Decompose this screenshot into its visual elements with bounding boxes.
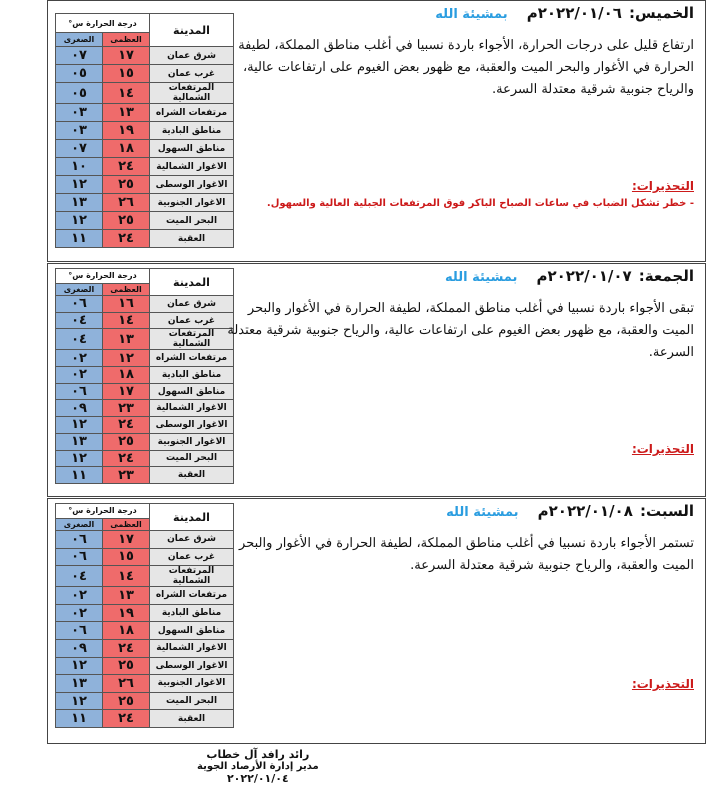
min-temp-cell: ٠٥ xyxy=(56,83,103,104)
min-temp-cell: ١٠ xyxy=(56,158,103,176)
city-cell: الاغوار الجنوبية xyxy=(150,433,234,450)
min-temp-cell: ١٢ xyxy=(56,657,103,675)
max-temp-cell: ١٨ xyxy=(103,367,150,384)
max-temp-cell: ١٢ xyxy=(103,350,150,367)
temperature-table xyxy=(55,503,234,728)
city-cell: العقبة xyxy=(150,467,234,484)
max-temp-cell: ١٧ xyxy=(103,531,150,549)
max-temp-cell: ١٦ xyxy=(103,296,150,313)
signature-date: ٢٠٢٢/٠١/٠٤ xyxy=(226,772,289,785)
table-row xyxy=(56,587,234,605)
day-forecast-friday xyxy=(47,263,706,497)
table-row xyxy=(56,433,234,450)
forecast-text-area xyxy=(216,499,700,745)
min-temp-cell: ١١ xyxy=(56,467,103,484)
bless-phrase: بمشيئة الله xyxy=(445,270,518,285)
city-cell: الاغوار الشمالية xyxy=(150,158,234,176)
forecast-text-area xyxy=(216,1,700,263)
min-temp-cell: ٠٩ xyxy=(56,639,103,657)
city-cell: غرب عمان xyxy=(150,65,234,83)
table-row xyxy=(56,710,234,728)
city-cell: المرتفعات الشمالية xyxy=(150,566,234,587)
city-cell: مناطق السهول xyxy=(150,622,234,640)
min-temp-cell: ٠٤ xyxy=(56,566,103,587)
table-row xyxy=(56,400,234,417)
table-row xyxy=(56,104,234,122)
min-temp-cell: ٠٢ xyxy=(56,604,103,622)
city-cell: الاغوار الوسطى xyxy=(150,176,234,194)
min-temp-cell: ٠٤ xyxy=(56,312,103,329)
min-temp-cell: ١٣ xyxy=(56,433,103,450)
table-row xyxy=(56,604,234,622)
day-name: السبت: xyxy=(639,502,694,520)
city-header: المدينة xyxy=(150,269,234,296)
forecast-description: ارتفاع قليل على درجات الحرارة، الأجواء باردة نسبيا في أغلب مناطق المملكة، لطيفة الحرارة في الأغوار والبحر الميت والعقبة، مع ظهور بعض الغيوم على ارتفاعات عالية، والرياح جنوبية شرقية معتدلة السرعة. xyxy=(238,38,694,97)
min-temp-cell: ٠٦ xyxy=(56,383,103,400)
table-row xyxy=(56,531,234,549)
city-cell: الاغوار الوسطى xyxy=(150,657,234,675)
max-temp-cell: ٢٤ xyxy=(103,450,150,467)
max-header: العظمى xyxy=(103,518,150,530)
forecast-heading xyxy=(435,3,694,22)
min-temp-cell: ٠٣ xyxy=(56,104,103,122)
table-row xyxy=(56,450,234,467)
city-cell: شرق عمان xyxy=(150,531,234,549)
city-cell: العقبة xyxy=(150,230,234,248)
temperature-header: درجة الحرارة س° xyxy=(56,504,150,519)
min-temp-cell: ٠٩ xyxy=(56,400,103,417)
min-temp-cell: ١٢ xyxy=(56,417,103,434)
city-cell: الاغوار الوسطى xyxy=(150,417,234,434)
warnings-label: التحذيرات: xyxy=(631,442,694,456)
table-row xyxy=(56,194,234,212)
min-temp-cell: ١١ xyxy=(56,710,103,728)
max-temp-cell: ٢٣ xyxy=(103,400,150,417)
min-temp-cell: ٠٢ xyxy=(56,350,103,367)
city-cell: غرب عمان xyxy=(150,312,234,329)
min-temp-cell: ٠٥ xyxy=(56,65,103,83)
bless-phrase: بمشيئة الله xyxy=(435,7,508,22)
city-cell: مناطق البادية xyxy=(150,367,234,384)
signatory-name: رائد رافد آل خطاب xyxy=(206,748,310,761)
table-row xyxy=(56,158,234,176)
min-temp-cell: ٠٧ xyxy=(56,47,103,65)
city-cell: مرتفعات الشراه xyxy=(150,587,234,605)
city-cell: الاغوار الجنوبية xyxy=(150,675,234,693)
min-temp-cell: ٠٦ xyxy=(56,622,103,640)
table-row xyxy=(56,312,234,329)
city-cell: البحر الميت xyxy=(150,212,234,230)
table-row xyxy=(56,212,234,230)
table-row xyxy=(56,383,234,400)
table-row xyxy=(56,566,234,587)
warning-text: - خطر تشكل الضباب في ساعات الصباح الباكر فوق المرتفعات الجبلية العالية والسهول. xyxy=(266,198,694,209)
table-row xyxy=(56,47,234,65)
bless-phrase: بمشيئة الله xyxy=(446,505,519,520)
max-temp-cell: ١٣ xyxy=(103,329,150,350)
city-cell: شرق عمان xyxy=(150,47,234,65)
max-temp-cell: ١٤ xyxy=(103,312,150,329)
signature-block xyxy=(197,748,319,785)
city-cell: شرق عمان xyxy=(150,296,234,313)
min-temp-cell: ١٢ xyxy=(56,176,103,194)
max-temp-cell: ٢٥ xyxy=(103,657,150,675)
city-cell: مناطق البادية xyxy=(150,604,234,622)
table-row xyxy=(56,692,234,710)
table-row xyxy=(56,675,234,693)
city-cell: البحر الميت xyxy=(150,692,234,710)
forecast-description: تستمر الأجواء باردة نسبيا في أغلب مناطق المملكة، لطيفة الحرارة في الأغوار والبحر الميت والعقبة، والرياح جنوبية شرقية معتدلة السرعة. xyxy=(239,536,694,573)
city-header: المدينة xyxy=(150,504,234,531)
city-cell: غرب عمان xyxy=(150,548,234,566)
max-temp-cell: ٢٤ xyxy=(103,710,150,728)
day-name: الجمعة: xyxy=(638,267,694,285)
city-cell: الاغوار الشمالية xyxy=(150,400,234,417)
min-temp-cell: ٠٧ xyxy=(56,140,103,158)
temperature-table xyxy=(55,268,234,484)
table-row xyxy=(56,467,234,484)
max-temp-cell: ١٤ xyxy=(103,83,150,104)
max-temp-cell: ٢٤ xyxy=(103,639,150,657)
min-temp-cell: ٠٦ xyxy=(56,296,103,313)
city-cell: مناطق السهول xyxy=(150,383,234,400)
max-temp-cell: ١٧ xyxy=(103,47,150,65)
min-temp-cell: ٠٢ xyxy=(56,367,103,384)
table-row xyxy=(56,329,234,350)
temperature-header: درجة الحرارة س° xyxy=(56,269,150,284)
min-temp-cell: ٠٣ xyxy=(56,122,103,140)
table-row xyxy=(56,657,234,675)
max-temp-cell: ٢٦ xyxy=(103,675,150,693)
city-cell: البحر الميت xyxy=(150,450,234,467)
max-temp-cell: ١٥ xyxy=(103,548,150,566)
max-temp-cell: ٢٥ xyxy=(103,433,150,450)
city-cell: مرتفعات الشراه xyxy=(150,350,234,367)
min-temp-cell: ١١ xyxy=(56,230,103,248)
min-temp-cell: ١٢ xyxy=(56,212,103,230)
day-name: الخميس: xyxy=(629,4,694,22)
max-temp-cell: ١٣ xyxy=(103,104,150,122)
city-cell: المرتفعات الشمالية xyxy=(150,83,234,104)
warnings-label: التحذيرات: xyxy=(631,179,694,193)
city-cell: الاغوار الشمالية xyxy=(150,639,234,657)
table-row xyxy=(56,176,234,194)
city-cell: العقبة xyxy=(150,710,234,728)
table-row xyxy=(56,230,234,248)
forecast-sheet xyxy=(47,0,707,800)
signatory-title: مدير إدارة الأرصاد الجوية xyxy=(197,761,319,772)
max-temp-cell: ٢٥ xyxy=(103,212,150,230)
max-temp-cell: ١٨ xyxy=(103,140,150,158)
forecast-heading xyxy=(446,501,694,520)
city-cell: مناطق السهول xyxy=(150,140,234,158)
max-temp-cell: ١٩ xyxy=(103,604,150,622)
max-temp-cell: ١٩ xyxy=(103,122,150,140)
min-header: الصغرى xyxy=(56,283,103,295)
table-row xyxy=(56,639,234,657)
table-row xyxy=(56,417,234,434)
forecast-description: تبقى الأجواء باردة نسبيا في أغلب مناطق المملكة، لطيفة الحرارة في الأغوار والبحر الميت والعقبة، مع ظهور بعض الغيوم على ارتفاعات عالية، والرياح جنوبية شرقية معتدلة السرعة. xyxy=(227,301,694,360)
forecast-date: ٢٠٢٢/٠١/٠٦م xyxy=(526,4,622,22)
table-row xyxy=(56,83,234,104)
forecast-text-area xyxy=(216,264,700,498)
table-row xyxy=(56,140,234,158)
min-temp-cell: ٠٦ xyxy=(56,548,103,566)
min-temp-cell: ٠٦ xyxy=(56,531,103,549)
min-temp-cell: ٠٤ xyxy=(56,329,103,350)
forecast-date: ٢٠٢٢/٠١/٠٧م xyxy=(536,267,632,285)
city-cell: مرتفعات الشراه xyxy=(150,104,234,122)
min-temp-cell: ١٣ xyxy=(56,675,103,693)
min-temp-cell: ٠٢ xyxy=(56,587,103,605)
max-temp-cell: ٢٣ xyxy=(103,467,150,484)
max-temp-cell: ٢٥ xyxy=(103,692,150,710)
max-temp-cell: ١٣ xyxy=(103,587,150,605)
max-header: العظمى xyxy=(103,33,150,47)
table-row xyxy=(56,296,234,313)
table-row xyxy=(56,367,234,384)
table-row xyxy=(56,122,234,140)
table-row xyxy=(56,548,234,566)
max-temp-cell: ١٤ xyxy=(103,566,150,587)
max-temp-cell: ٢٤ xyxy=(103,158,150,176)
min-temp-cell: ١٢ xyxy=(56,692,103,710)
temperature-header: درجة الحرارة س° xyxy=(56,14,150,33)
min-header: الصغرى xyxy=(56,33,103,47)
min-header: الصغرى xyxy=(56,518,103,530)
city-header: المدينة xyxy=(150,14,234,47)
temperature-table xyxy=(55,13,234,248)
table-row xyxy=(56,622,234,640)
max-temp-cell: ٢٤ xyxy=(103,230,150,248)
day-forecast-thursday xyxy=(47,0,706,262)
city-cell: المرتفعات الشمالية xyxy=(150,329,234,350)
forecast-heading xyxy=(445,266,694,285)
max-temp-cell: ٢٥ xyxy=(103,176,150,194)
city-cell: مناطق البادية xyxy=(150,122,234,140)
table-row xyxy=(56,350,234,367)
min-temp-cell: ١٣ xyxy=(56,194,103,212)
forecast-date: ٢٠٢٢/٠١/٠٨م xyxy=(537,502,633,520)
table-row xyxy=(56,65,234,83)
max-temp-cell: ١٨ xyxy=(103,622,150,640)
min-temp-cell: ١٢ xyxy=(56,450,103,467)
city-cell: الاغوار الجنوبية xyxy=(150,194,234,212)
max-temp-cell: ٢٦ xyxy=(103,194,150,212)
max-header: العظمى xyxy=(103,283,150,295)
max-temp-cell: ١٥ xyxy=(103,65,150,83)
warnings-label: التحذيرات: xyxy=(631,677,694,691)
max-temp-cell: ١٧ xyxy=(103,383,150,400)
max-temp-cell: ٢٤ xyxy=(103,417,150,434)
day-forecast-saturday xyxy=(47,498,706,744)
